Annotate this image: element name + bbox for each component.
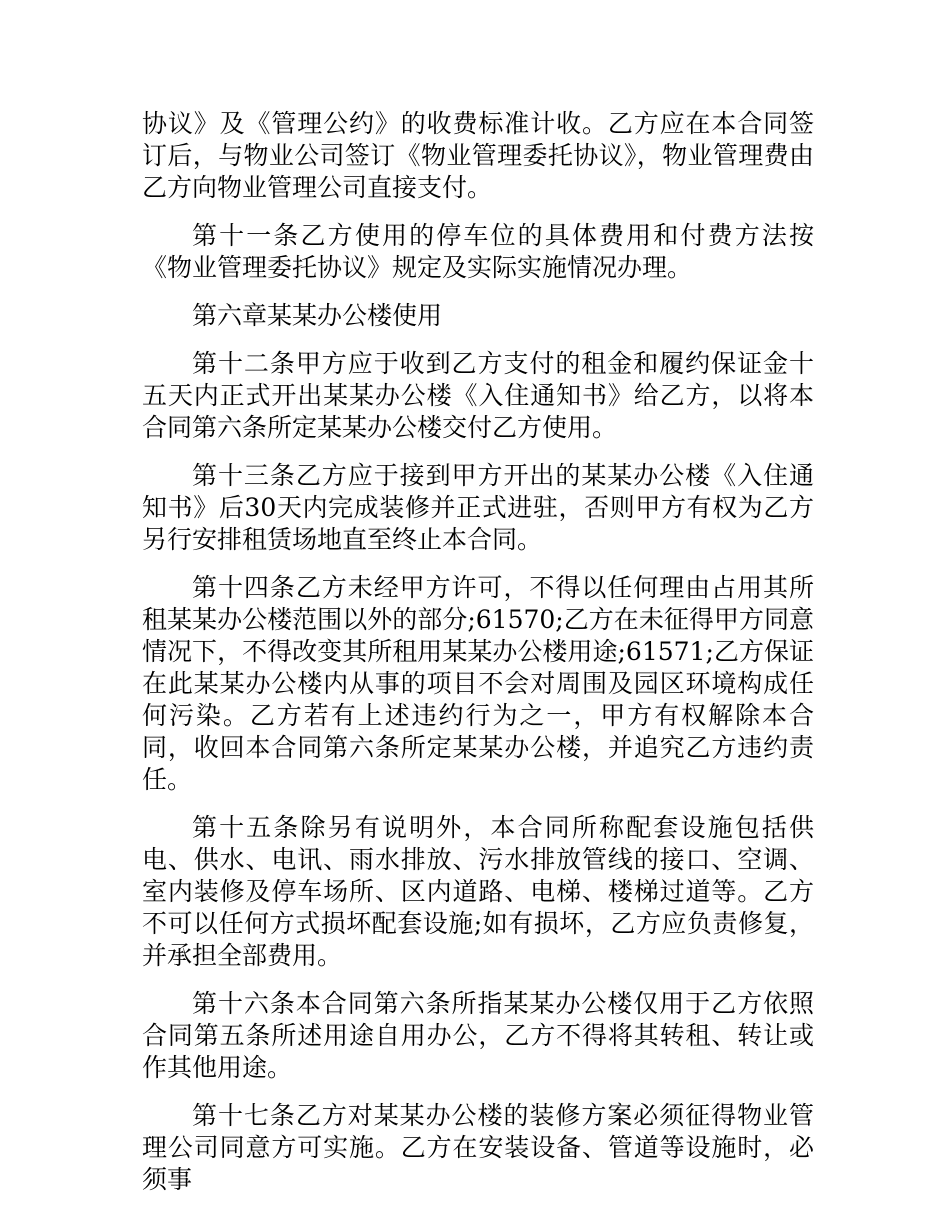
paragraph-article-17: 第十七条乙方对某某办公楼的装修方案必须征得物业管理公司同意方可实施。乙方在安装设备、管道等设施时，必须事 — [142, 1101, 814, 1194]
paragraph-article-16: 第十六条本合同第六条所指某某办公楼仅用于乙方依照合同第五条所述用途自用办公，乙方不得将其转租、转让或作其他用途。 — [142, 989, 814, 1082]
paragraph-continuation: 协议》及《管理公约》的收费标准计收。乙方应在本合同签订后，与物业公司签订《物业管理委托协议》，物业管理费由乙方向物业管理公司直接支付。 — [142, 109, 814, 202]
paragraph-article-12: 第十二条甲方应于收到乙方支付的租金和履约保证金十五天内正式开出某某办公楼《入住通知书》给乙方，以将本合同第六条所定某某办公楼交付乙方使用。 — [142, 349, 814, 442]
paragraph-article-14: 第十四条乙方未经甲方许可，不得以任何理由占用其所租某某办公楼范围以外的部分;61570;乙方在未征得甲方同意情况下，不得改变其所租用某某办公楼用途;61571;乙方保证在此某某办公楼内从事的项目不会对周围及园区环境构成任何污染。乙方若有上述违约行为之一，甲方有权解除本合同，收回本合同第六条所定某某办公楼，并追究乙方违约责任。 — [142, 573, 814, 794]
document-body — [142, 108, 814, 1212]
paragraph-article-15: 第十五条除另有说明外，本合同所称配套设施包括供电、供水、电讯、雨水排放、污水排放管线的接口、空调、室内装修及停车场所、区内道路、电梯、楼梯过道等。乙方不可以任何方式损坏配套设施;如有损坏，乙方应负责修复，并承担全部费用。 — [142, 813, 814, 970]
paragraph-article-13: 第十三条乙方应于接到甲方开出的某某办公楼《入住通知书》后30天内完成装修并正式进驻，否则甲方有权为乙方另行安排租赁场地直至终止本合同。 — [142, 461, 814, 554]
paragraph-article-11: 第十一条乙方使用的停车位的具体费用和付费方法按《物业管理委托协议》规定及实际实施情况办理。 — [142, 221, 814, 282]
chapter-heading-6: 第六章某某办公楼使用 — [192, 301, 443, 330]
